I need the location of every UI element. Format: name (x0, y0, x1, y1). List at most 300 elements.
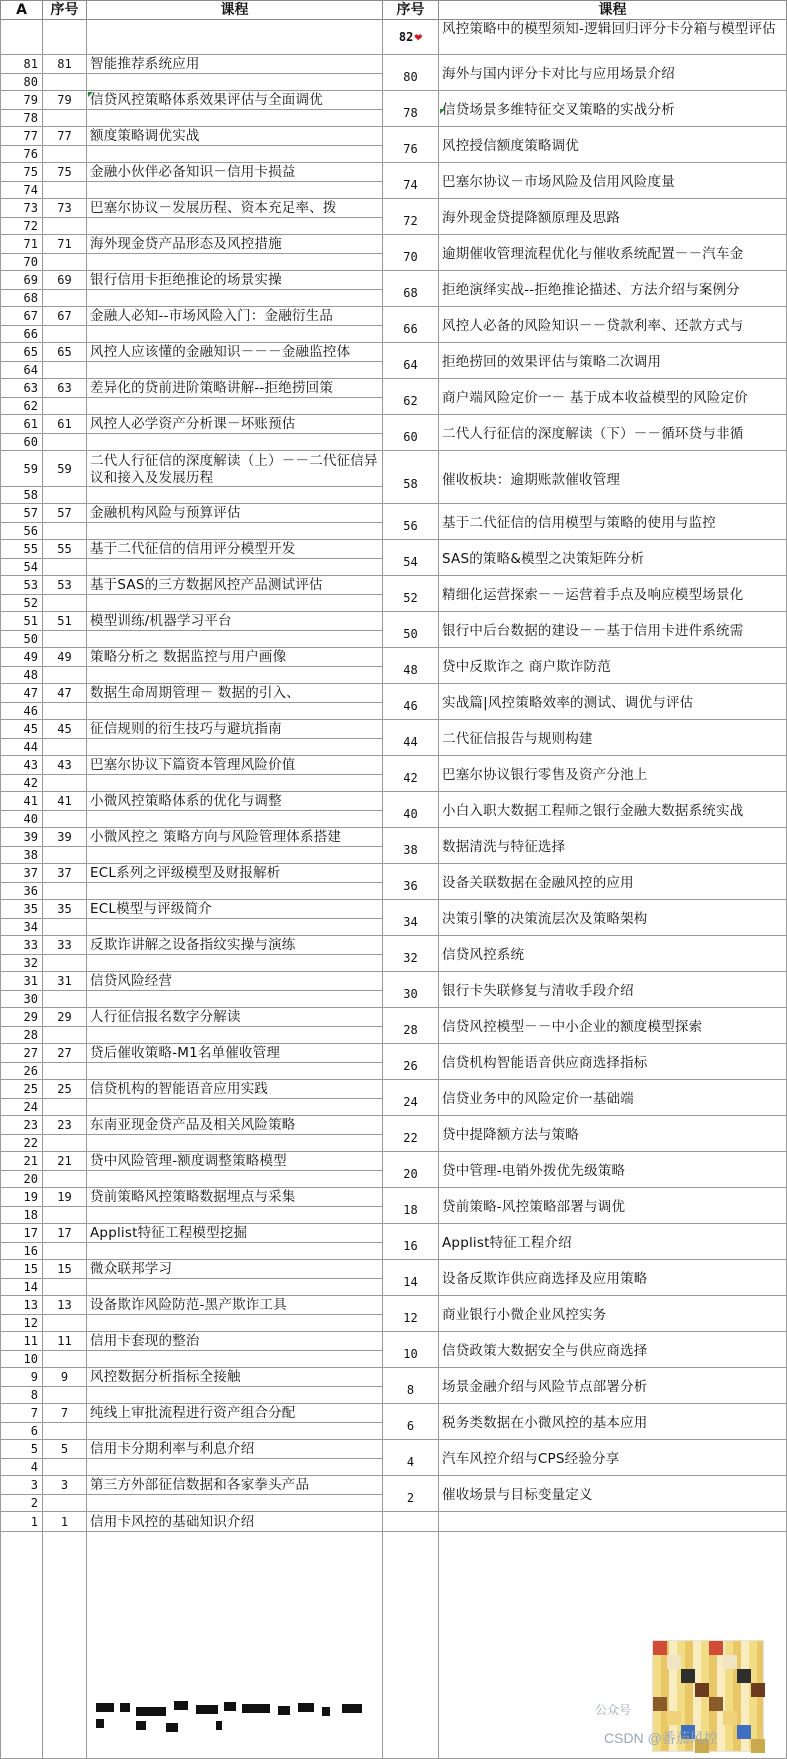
left-seq-cell[interactable] (43, 1063, 87, 1080)
row-number[interactable]: 31 (0, 972, 43, 991)
right-seq-empty[interactable] (383, 1512, 439, 1532)
right-seq-cell[interactable]: 26 (383, 1044, 439, 1080)
left-seq-cell[interactable] (43, 1099, 87, 1116)
row-number[interactable]: 63 (0, 379, 43, 398)
row-number[interactable]: 64 (0, 362, 43, 379)
row-number[interactable]: 46 (0, 703, 43, 720)
left-seq-cell[interactable] (43, 254, 87, 271)
left-course-cell[interactable]: 信用卡分期利率与利息介绍 (87, 1440, 383, 1459)
left-seq-cell[interactable]: 55 (43, 540, 87, 559)
left-course-cell[interactable] (87, 1099, 383, 1116)
left-seq-cell[interactable]: 75 (43, 163, 87, 182)
left-seq-cell[interactable] (43, 74, 87, 91)
left-course-cell[interactable]: 信用卡风控的基础知识介绍 (87, 1512, 383, 1532)
left-course-cell[interactable] (87, 146, 383, 163)
right-seq-cell[interactable]: 48 (383, 648, 439, 684)
row-number[interactable]: 28 (0, 1027, 43, 1044)
row-number[interactable]: 41 (0, 792, 43, 811)
left-course-cell[interactable] (87, 667, 383, 684)
left-seq-cell[interactable]: 17 (43, 1224, 87, 1243)
row-number[interactable]: 40 (0, 811, 43, 828)
left-seq-cell[interactable] (43, 1135, 87, 1152)
left-course-cell[interactable]: 巴塞尔协议－发展历程、资本充足率、拨 (87, 199, 383, 218)
right-course-cell[interactable]: 设备关联数据在金融风控的应用 (439, 864, 787, 900)
left-course-cell[interactable] (87, 326, 383, 343)
left-course-cell[interactable] (87, 290, 383, 307)
row-number[interactable]: 26 (0, 1063, 43, 1080)
right-seq-cell[interactable]: 30 (383, 972, 439, 1008)
left-seq-cell[interactable] (43, 1351, 87, 1368)
left-seq-cell[interactable] (43, 811, 87, 828)
row-number[interactable]: 19 (0, 1188, 43, 1207)
row-number[interactable]: 39 (0, 828, 43, 847)
right-course-cell[interactable]: 信贷政策大数据安全与供应商选择 (439, 1332, 787, 1368)
left-course-cell[interactable] (87, 1063, 383, 1080)
left-course-cell[interactable]: 差异化的贷前进阶策略讲解--拒绝捞回策 (87, 379, 383, 398)
right-course-cell[interactable]: 数据清洗与特征选择 (439, 828, 787, 864)
row-number[interactable]: 20 (0, 1171, 43, 1188)
right-seq-cell[interactable]: 12 (383, 1296, 439, 1332)
left-seq-cell[interactable] (43, 326, 87, 343)
row-number[interactable]: 33 (0, 936, 43, 955)
left-seq-cell[interactable]: 7 (43, 1404, 87, 1423)
left-seq-cell[interactable]: 37 (43, 864, 87, 883)
right-course-cell[interactable]: 税务类数据在小微风控的基本应用 (439, 1404, 787, 1440)
row-number[interactable]: 27 (0, 1044, 43, 1063)
left-seq-cell[interactable]: 53 (43, 576, 87, 595)
left-course-cell[interactable] (87, 991, 383, 1008)
left-course-cell[interactable]: 巴塞尔协议下篇资本管理风险价值 (87, 756, 383, 775)
left-seq-cell[interactable]: 67 (43, 307, 87, 326)
left-course-cell[interactable] (87, 182, 383, 199)
left-course-cell[interactable]: ECL模型与评级简介 (87, 900, 383, 919)
row-number[interactable]: 47 (0, 684, 43, 703)
left-seq-cell[interactable] (43, 290, 87, 307)
row-number-empty[interactable] (0, 1532, 43, 1759)
row-number[interactable]: 72 (0, 218, 43, 235)
left-course-cell[interactable]: 反欺诈讲解之设备指纹实操与演练 (87, 936, 383, 955)
left-course-cell[interactable]: 海外现金贷产品形态及风控措施 (87, 235, 383, 254)
row-number[interactable]: 11 (0, 1332, 43, 1351)
left-course-cell[interactable] (87, 362, 383, 379)
row-number[interactable]: 51 (0, 612, 43, 631)
right-course-cell[interactable]: 场景金融介绍与风险节点部署分析 (439, 1368, 787, 1404)
row-number[interactable]: 24 (0, 1099, 43, 1116)
right-course-cell[interactable]: 实战篇|风控策略效率的测试、调优与评估 (439, 684, 787, 720)
left-seq-cell[interactable] (43, 631, 87, 648)
left-seq-cell[interactable]: 23 (43, 1116, 87, 1135)
right-course-cell[interactable]: 贷前策略-风控策略部署与调优 (439, 1188, 787, 1224)
row-number[interactable]: 14 (0, 1279, 43, 1296)
right-seq-cell[interactable]: 56 (383, 504, 439, 540)
left-seq-cell[interactable] (43, 667, 87, 684)
row-number[interactable]: 18 (0, 1207, 43, 1224)
left-seq-cell[interactable]: 79 (43, 91, 87, 110)
right-seq-cell[interactable]: 10 (383, 1332, 439, 1368)
right-course-cell[interactable]: 巴塞尔协议－市场风险及信用风险度量 (439, 163, 787, 199)
right-course-cell[interactable]: 贷中提降额方法与策略 (439, 1116, 787, 1152)
left-seq-cell[interactable]: 1 (43, 1512, 87, 1532)
left-course-cell[interactable] (87, 775, 383, 792)
right-course-cell[interactable]: 拒绝捞回的效果评估与策略二次调用 (439, 343, 787, 379)
right-seq-cell[interactable]: 18 (383, 1188, 439, 1224)
left-course-cell[interactable]: 策略分析之 数据监控与用户画像 (87, 648, 383, 667)
row-number[interactable]: 58 (0, 487, 43, 504)
right-seq-cell[interactable]: 6 (383, 1404, 439, 1440)
right-seq-cell[interactable]: 76 (383, 127, 439, 163)
row-number[interactable]: 53 (0, 576, 43, 595)
row-number[interactable]: 74 (0, 182, 43, 199)
row-number[interactable]: 62 (0, 398, 43, 415)
left-course-cell[interactable]: ECL系列之评级模型及财报解析 (87, 864, 383, 883)
left-course-cell[interactable]: 基于SAS的三方数据风控产品测试评估 (87, 576, 383, 595)
left-course-cell[interactable] (87, 559, 383, 576)
left-seq-cell[interactable]: 27 (43, 1044, 87, 1063)
row-number[interactable]: 56 (0, 523, 43, 540)
row-number[interactable]: 8 (0, 1387, 43, 1404)
left-seq-cell[interactable] (43, 703, 87, 720)
row-number[interactable]: 49 (0, 648, 43, 667)
row-number[interactable]: 71 (0, 235, 43, 254)
left-seq-cell[interactable] (43, 559, 87, 576)
row-number[interactable]: 1 (0, 1512, 43, 1532)
right-seq-header[interactable]: 序号 (383, 0, 439, 20)
right-seq-cell[interactable]: 58 (383, 451, 439, 504)
left-seq-cell[interactable]: 21 (43, 1152, 87, 1171)
row-number[interactable]: 68 (0, 290, 43, 307)
row-number[interactable]: 44 (0, 739, 43, 756)
right-seq-cell[interactable]: 78 (383, 91, 439, 127)
left-seq-cell[interactable]: 71 (43, 235, 87, 254)
row-number[interactable]: 22 (0, 1135, 43, 1152)
left-seq-cell[interactable] (43, 919, 87, 936)
left-course-cell[interactable] (87, 218, 383, 235)
right-seq-cell[interactable]: 70 (383, 235, 439, 271)
right-seq-cell[interactable]: 32 (383, 936, 439, 972)
right-course-cell[interactable]: 信贷风控系统 (439, 936, 787, 972)
left-seq-cell[interactable] (43, 362, 87, 379)
left-seq-cell[interactable]: 47 (43, 684, 87, 703)
left-seq-cell[interactable]: 65 (43, 343, 87, 362)
left-course-cell[interactable] (87, 703, 383, 720)
right-seq-cell[interactable]: 20 (383, 1152, 439, 1188)
left-course-cell[interactable] (87, 1279, 383, 1296)
row-number[interactable]: 65 (0, 343, 43, 362)
right-seq-cell[interactable]: 22 (383, 1116, 439, 1152)
right-seq-cell[interactable]: 74 (383, 163, 439, 199)
left-seq-cell[interactable] (43, 595, 87, 612)
left-seq-cell[interactable] (43, 1387, 87, 1404)
right-seq-82[interactable] (383, 20, 439, 55)
right-course-cell[interactable]: 信贷风控模型－－中小企业的额度模型探索 (439, 1008, 787, 1044)
row-number[interactable]: 9 (0, 1368, 43, 1387)
left-seq-cell[interactable]: 11 (43, 1332, 87, 1351)
left-course-cell[interactable] (87, 919, 383, 936)
left-seq-cell[interactable]: 63 (43, 379, 87, 398)
left-seq-cell[interactable]: 25 (43, 1080, 87, 1099)
left-seq-cell[interactable]: 51 (43, 612, 87, 631)
left-seq-cell[interactable]: 59 (43, 451, 87, 487)
right-course-cell[interactable]: 催收板块：逾期账款催收管理 (439, 451, 787, 504)
left-seq-cell[interactable] (43, 523, 87, 540)
left-seq-cell[interactable] (43, 1243, 87, 1260)
right-seq-cell[interactable]: 38 (383, 828, 439, 864)
left-seq-cell[interactable] (43, 146, 87, 163)
left-seq-cell[interactable]: 35 (43, 900, 87, 919)
left-course-cell[interactable] (87, 631, 383, 648)
left-seq-cell[interactable]: 29 (43, 1008, 87, 1027)
row-number[interactable]: 12 (0, 1315, 43, 1332)
left-course-cell[interactable]: 微众联邦学习 (87, 1260, 383, 1279)
left-seq-cell[interactable] (43, 739, 87, 756)
row-number[interactable]: 16 (0, 1243, 43, 1260)
left-seq-cell[interactable]: 69 (43, 271, 87, 290)
left-seq-cell[interactable] (43, 1207, 87, 1224)
right-course-cell[interactable]: SAS的策略&模型之决策矩阵分析 (439, 540, 787, 576)
right-course-empty[interactable] (439, 1512, 787, 1532)
right-seq-cell[interactable]: 44 (383, 720, 439, 756)
row-number[interactable]: 5 (0, 1440, 43, 1459)
row-number[interactable]: 32 (0, 955, 43, 972)
left-course-cell[interactable] (87, 1423, 383, 1440)
left-course-cell[interactable] (87, 595, 383, 612)
left-seq-cell[interactable]: 5 (43, 1440, 87, 1459)
row-number[interactable]: 35 (0, 900, 43, 919)
left-seq-cell[interactable]: 73 (43, 199, 87, 218)
left-course-cell[interactable]: 模型训练/机器学习平台 (87, 612, 383, 631)
row-number[interactable]: 61 (0, 415, 43, 434)
left-course-cell[interactable]: 纯线上审批流程进行资产组合分配 (87, 1404, 383, 1423)
left-seq-cell[interactable] (43, 955, 87, 972)
left-course-cell[interactable]: 贷前策略风控策略数据埋点与采集 (87, 1188, 383, 1207)
row-number[interactable]: 69 (0, 271, 43, 290)
right-course-cell[interactable]: 信贷机构智能语音供应商选择指标 (439, 1044, 787, 1080)
left-seq-cell[interactable]: 15 (43, 1260, 87, 1279)
row-number[interactable]: 10 (0, 1351, 43, 1368)
right-seq-cell[interactable]: 50 (383, 612, 439, 648)
left-seq-cell[interactable] (43, 847, 87, 864)
left-course-cell[interactable]: 信贷机构的智能语音应用实践 (87, 1080, 383, 1099)
left-course-cell[interactable] (87, 110, 383, 127)
row-number[interactable]: 13 (0, 1296, 43, 1315)
left-seq-cell[interactable] (43, 883, 87, 900)
right-course-cell[interactable]: 汽车风控介绍与CPS经验分享 (439, 1440, 787, 1476)
row-number[interactable]: 52 (0, 595, 43, 612)
left-course-cell[interactable]: 银行信用卡拒绝推论的场景实操 (87, 271, 383, 290)
left-course-cell[interactable]: 风控人应该懂的金融知识－－－金融监控体 (87, 343, 383, 362)
row-number[interactable]: 29 (0, 1008, 43, 1027)
left-course-cell[interactable]: 贷后催收策略-M1名单催收管理 (87, 1044, 383, 1063)
left-seq-cell[interactable]: 41 (43, 792, 87, 811)
left-course-cell[interactable]: 金融人必知--市场风险入门：金融衍生品 (87, 307, 383, 326)
left-seq-cell[interactable]: 43 (43, 756, 87, 775)
left-seq-header[interactable]: 序号 (43, 0, 87, 20)
right-seq-cell[interactable]: 62 (383, 379, 439, 415)
row-number[interactable]: 42 (0, 775, 43, 792)
left-course-cell[interactable] (87, 254, 383, 271)
right-course-cell[interactable]: 贷中管理-电销外拨优先级策略 (439, 1152, 787, 1188)
row-number[interactable]: 4 (0, 1459, 43, 1476)
left-course-cell[interactable] (87, 1171, 383, 1188)
row-number[interactable]: 36 (0, 883, 43, 900)
right-course-cell[interactable]: 逾期催收管理流程优化与催收系统配置－－汽车金 (439, 235, 787, 271)
right-course-header[interactable]: 课程 (439, 0, 787, 20)
right-seq-cell[interactable]: 42 (383, 756, 439, 792)
row-number[interactable]: 15 (0, 1260, 43, 1279)
right-seq-cell[interactable]: 54 (383, 540, 439, 576)
row-number[interactable]: 34 (0, 919, 43, 936)
left-seq-cell[interactable]: 57 (43, 504, 87, 523)
left-course-cell[interactable]: 额度策略调优实战 (87, 127, 383, 146)
left-course-cell[interactable] (87, 1027, 383, 1044)
right-seq-cell[interactable]: 4 (383, 1440, 439, 1476)
row-number[interactable]: 78 (0, 110, 43, 127)
left-seq-cell[interactable] (43, 434, 87, 451)
right-seq-cell[interactable]: 52 (383, 576, 439, 612)
right-course-cell[interactable]: 商户端风险定价一－ 基于成本收益模型的风险定价 (439, 379, 787, 415)
right-seq-cell[interactable]: 66 (383, 307, 439, 343)
left-course-cell[interactable] (87, 1207, 383, 1224)
right-course-cell[interactable]: 决策引擎的决策流层次及策略架构 (439, 900, 787, 936)
left-seq-empty[interactable] (43, 1532, 87, 1759)
right-seq-cell[interactable]: 64 (383, 343, 439, 379)
row-number[interactable]: 81 (0, 55, 43, 74)
right-course-cell[interactable]: 设备反欺诈供应商选择及应用策略 (439, 1260, 787, 1296)
right-seq-cell[interactable]: 36 (383, 864, 439, 900)
row-number[interactable]: 23 (0, 1116, 43, 1135)
left-course-cell[interactable] (87, 1459, 383, 1476)
left-seq-top[interactable] (43, 20, 87, 55)
row-number[interactable]: 66 (0, 326, 43, 343)
left-course-cell[interactable]: 二代人行征信的深度解读（上）－－二代征信异议和接入及发展历程 (87, 451, 383, 487)
left-course-cell[interactable] (87, 847, 383, 864)
right-course-cell[interactable]: 小白入职大数据工程师之银行金融大数据系统实战 (439, 792, 787, 828)
right-course-cell[interactable]: 信贷场景多维特征交叉策略的实战分析 (439, 91, 787, 127)
left-course-cell[interactable] (87, 398, 383, 415)
right-seq-cell[interactable]: 28 (383, 1008, 439, 1044)
right-seq-cell[interactable]: 40 (383, 792, 439, 828)
left-course-cell[interactable] (87, 523, 383, 540)
left-course-cell[interactable]: 风控数据分析指标全接触 (87, 1368, 383, 1387)
left-seq-cell[interactable] (43, 1315, 87, 1332)
left-course-cell[interactable]: 信用卡套现的整治 (87, 1332, 383, 1351)
row-number[interactable]: 50 (0, 631, 43, 648)
left-seq-cell[interactable] (43, 1171, 87, 1188)
left-course-cell[interactable] (87, 739, 383, 756)
left-course-cell[interactable] (87, 883, 383, 900)
row-number[interactable]: 17 (0, 1224, 43, 1243)
left-seq-cell[interactable]: 3 (43, 1476, 87, 1495)
left-course-cell[interactable]: 小微风控策略体系的优化与调整 (87, 792, 383, 811)
row-number[interactable]: 55 (0, 540, 43, 559)
left-seq-cell[interactable] (43, 1423, 87, 1440)
left-course-cell[interactable] (87, 434, 383, 451)
right-seq-cell[interactable]: 2 (383, 1476, 439, 1512)
row-number[interactable]: 2 (0, 1495, 43, 1512)
left-course-cell[interactable]: 人行征信报名数字分解读 (87, 1008, 383, 1027)
left-seq-cell[interactable] (43, 110, 87, 127)
right-seq-cell[interactable]: 46 (383, 684, 439, 720)
left-seq-cell[interactable] (43, 218, 87, 235)
right-seq-cell[interactable]: 24 (383, 1080, 439, 1116)
left-seq-cell[interactable] (43, 1495, 87, 1512)
left-seq-cell[interactable]: 19 (43, 1188, 87, 1207)
left-seq-cell[interactable] (43, 1459, 87, 1476)
left-course-cell[interactable] (87, 1243, 383, 1260)
right-course-cell[interactable]: 商业银行小微企业风控实务 (439, 1296, 787, 1332)
row-number[interactable]: 59 (0, 451, 43, 487)
left-course-cell[interactable]: 信贷风控策略体系效果评估与全面调优 (87, 91, 383, 110)
cell-a-top[interactable] (0, 20, 43, 55)
row-number[interactable]: 70 (0, 254, 43, 271)
left-seq-cell[interactable]: 39 (43, 828, 87, 847)
row-number[interactable]: 77 (0, 127, 43, 146)
left-seq-cell[interactable] (43, 1027, 87, 1044)
left-course-cell[interactable]: 信贷风险经营 (87, 972, 383, 991)
row-number[interactable]: 6 (0, 1423, 43, 1440)
left-seq-cell[interactable]: 33 (43, 936, 87, 955)
left-course-cell[interactable]: 贷中风险管理-额度调整策略模型 (87, 1152, 383, 1171)
row-number[interactable]: 7 (0, 1404, 43, 1423)
left-course-cell[interactable] (87, 1495, 383, 1512)
right-course-cell[interactable]: 巴塞尔协议银行零售及资产分池上 (439, 756, 787, 792)
left-course-cell[interactable] (87, 1351, 383, 1368)
left-course-cell[interactable] (87, 1387, 383, 1404)
right-seq-cell[interactable]: 8 (383, 1368, 439, 1404)
left-seq-cell[interactable] (43, 991, 87, 1008)
right-course-cell[interactable]: 海外与国内评分卡对比与应用场景介绍 (439, 55, 787, 91)
left-course-cell[interactable]: 智能推荐系统应用 (87, 55, 383, 74)
row-number[interactable]: 38 (0, 847, 43, 864)
left-seq-cell[interactable]: 49 (43, 648, 87, 667)
left-seq-cell[interactable] (43, 775, 87, 792)
left-course-cell[interactable]: 设备欺诈风险防范-黑产欺诈工具 (87, 1296, 383, 1315)
row-number[interactable]: 73 (0, 199, 43, 218)
left-course-top[interactable] (87, 20, 383, 55)
right-seq-cell[interactable]: 14 (383, 1260, 439, 1296)
left-course-cell[interactable] (87, 811, 383, 828)
row-number[interactable]: 75 (0, 163, 43, 182)
row-number[interactable]: 45 (0, 720, 43, 739)
right-course-cell[interactable]: 二代征信报告与规则构建 (439, 720, 787, 756)
left-course-header[interactable]: 课程 (87, 0, 383, 20)
left-course-cell[interactable]: 风控人必学资产分析课－坏账预估 (87, 415, 383, 434)
row-number[interactable]: 30 (0, 991, 43, 1008)
left-seq-cell[interactable]: 13 (43, 1296, 87, 1315)
right-course-cell[interactable]: 银行中后台数据的建设－－基于信用卡进件系统需 (439, 612, 787, 648)
left-course-cell[interactable]: 小微风控之 策略方向与风险管理体系搭建 (87, 828, 383, 847)
row-number[interactable]: 48 (0, 667, 43, 684)
right-course-cell[interactable]: 二代人行征信的深度解读（下）－－循环贷与非循 (439, 415, 787, 451)
right-seq-cell[interactable]: 34 (383, 900, 439, 936)
right-course-82[interactable]: 风控策略中的模型须知-逻辑回归评分卡分箱与模型评估 (439, 20, 787, 55)
row-number[interactable]: 67 (0, 307, 43, 326)
right-seq-cell[interactable]: 72 (383, 199, 439, 235)
row-number[interactable]: 80 (0, 74, 43, 91)
right-course-cell[interactable]: 银行卡失联修复与清收手段介绍 (439, 972, 787, 1008)
row-number[interactable]: 79 (0, 91, 43, 110)
left-course-cell[interactable] (87, 74, 383, 91)
row-number[interactable]: 43 (0, 756, 43, 775)
right-course-cell[interactable]: 拒绝演绎实战--拒绝推论描述、方法介绍与案例分 (439, 271, 787, 307)
right-seq-cell[interactable]: 60 (383, 415, 439, 451)
row-number[interactable]: 37 (0, 864, 43, 883)
left-course-cell[interactable]: 征信规则的衍生技巧与避坑指南 (87, 720, 383, 739)
left-course-cell[interactable]: 第三方外部征信数据和各家拳头产品 (87, 1476, 383, 1495)
left-course-cell[interactable] (87, 1135, 383, 1152)
right-course-cell[interactable]: Applist特征工程介绍 (439, 1224, 787, 1260)
right-course-cell[interactable]: 精细化运营探索－－运营着手点及响应模型场景化 (439, 576, 787, 612)
